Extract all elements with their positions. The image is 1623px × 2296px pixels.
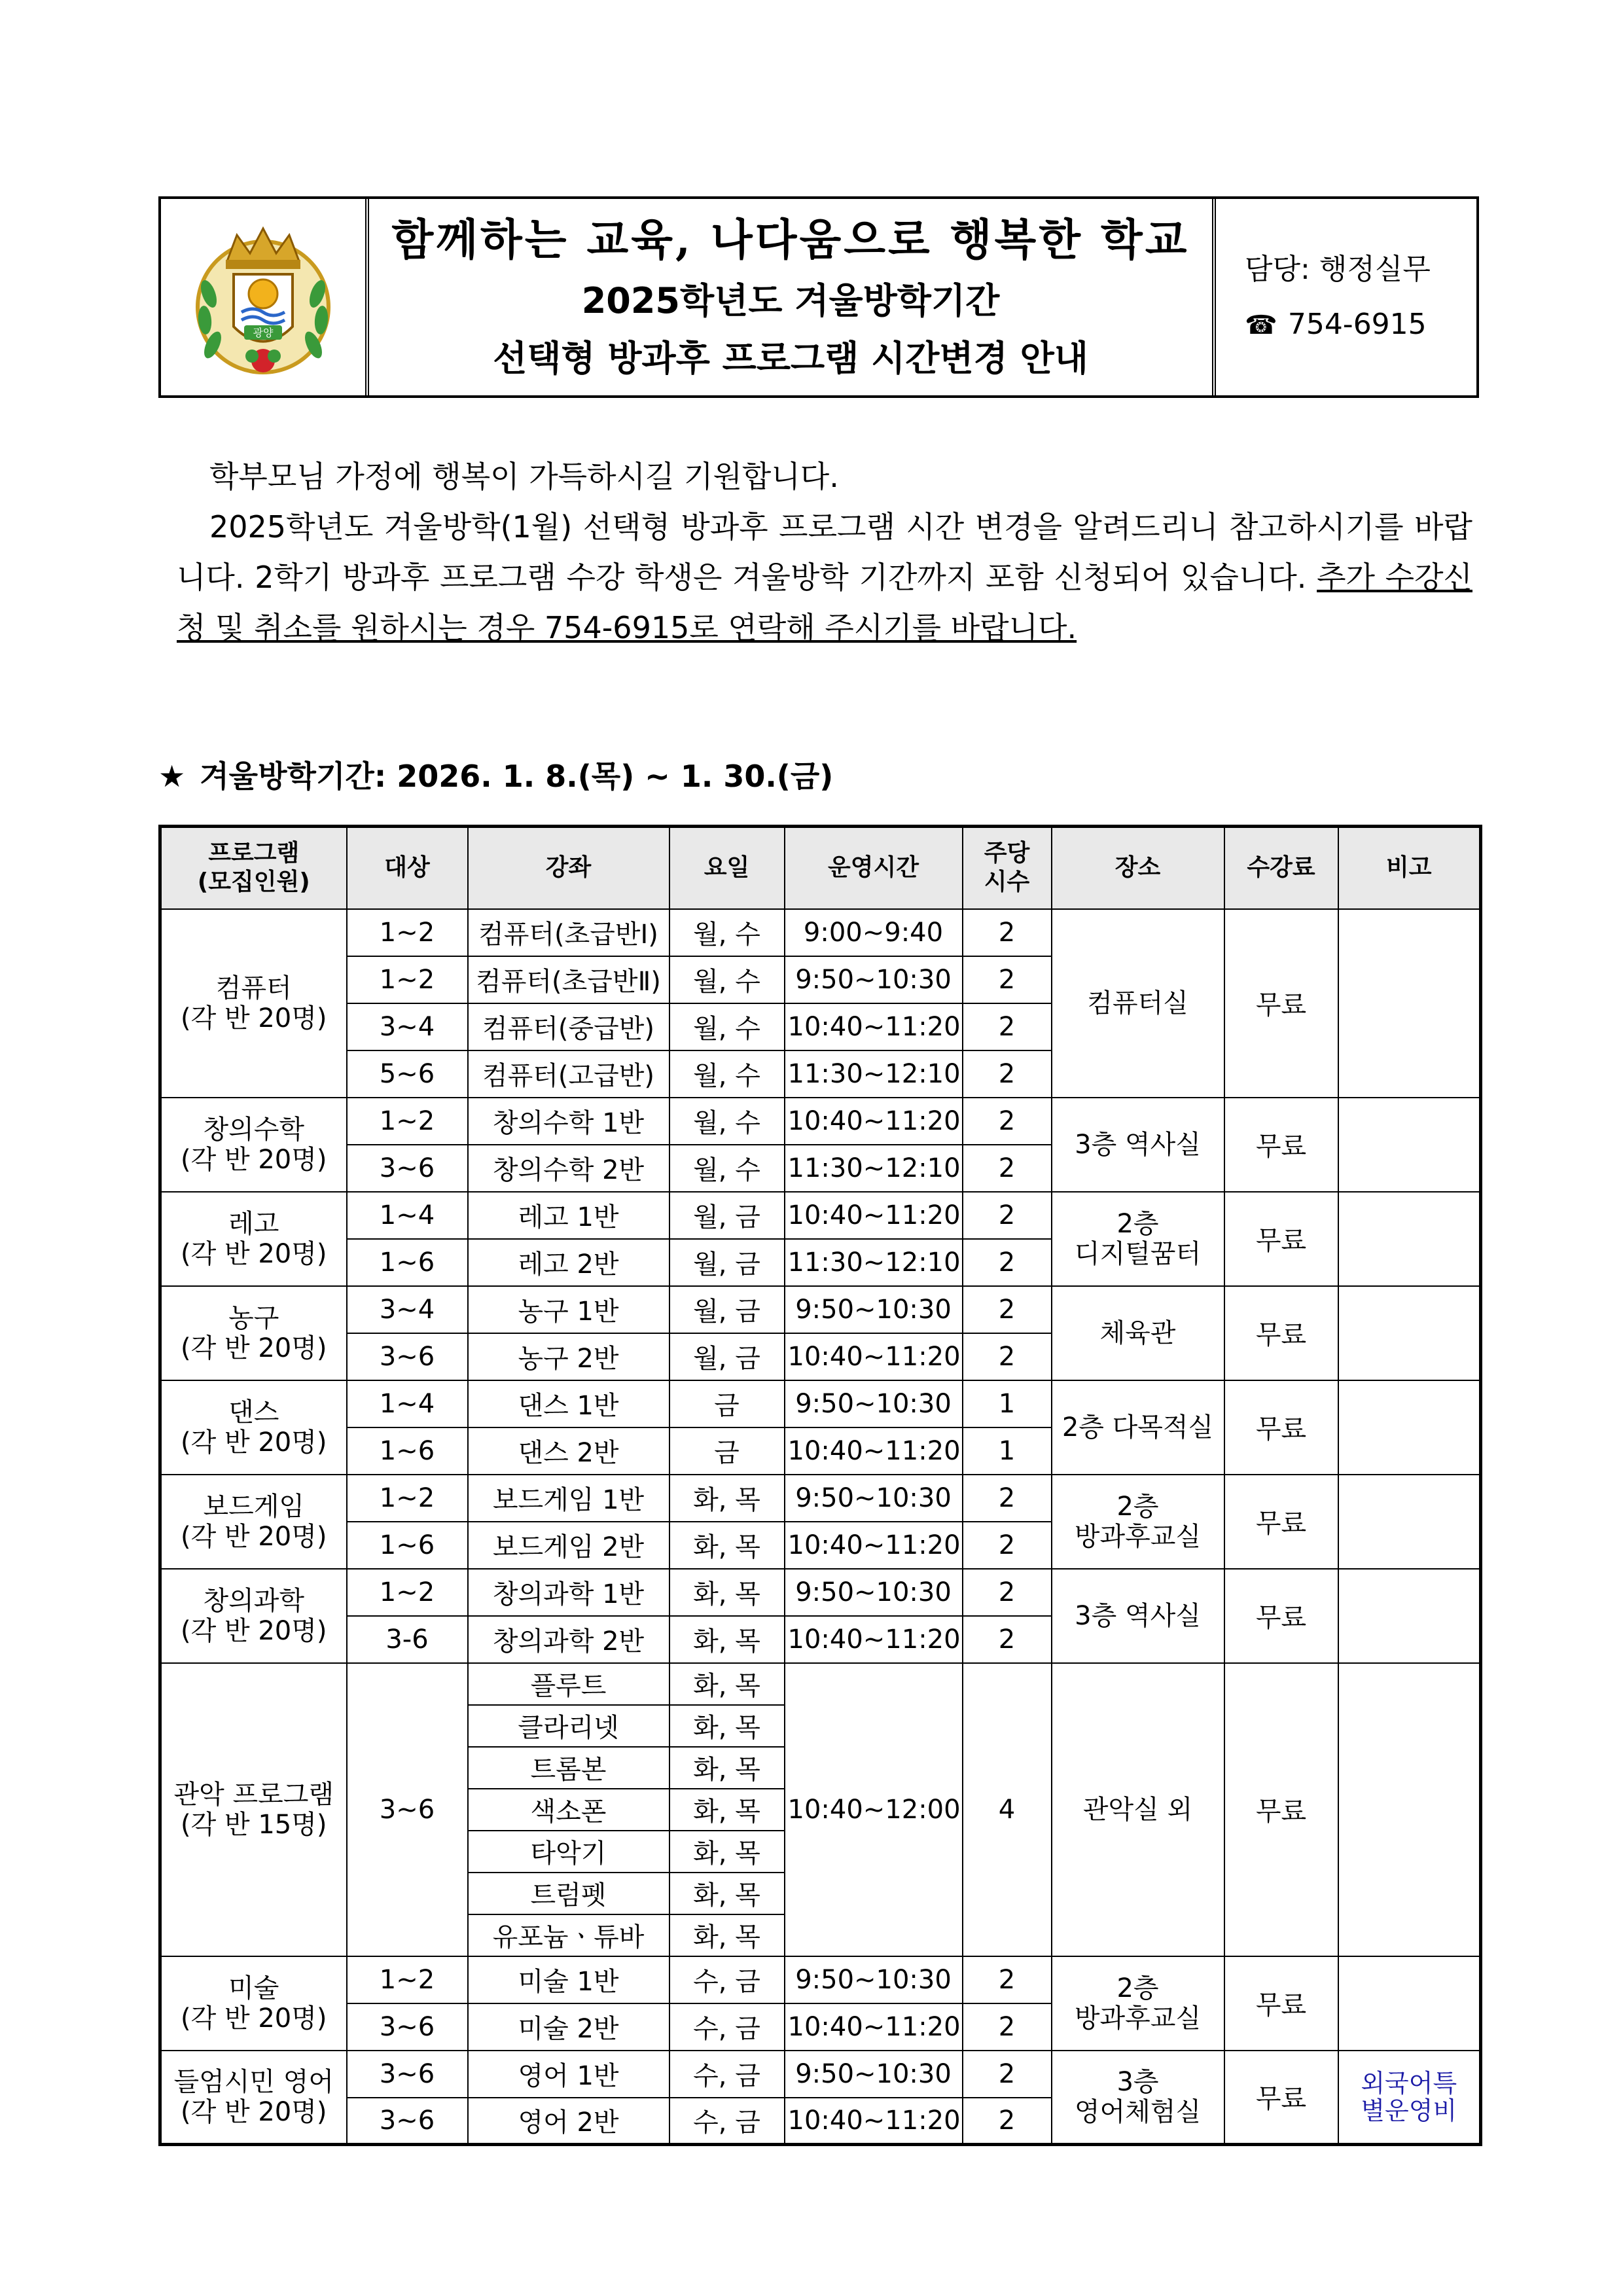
place-cell: 3층 영어체험실 <box>1052 2051 1224 2145</box>
course-cell: 컴퓨터(초급반Ⅰ) <box>468 909 669 956</box>
table-row <box>160 1286 1481 1333</box>
star-icon: ★ <box>158 759 186 794</box>
day-cell: 월, 수 <box>669 1145 785 1192</box>
target-cell: 3~6 <box>347 2098 468 2145</box>
place-cell: 체육관 <box>1052 1286 1224 1380</box>
header-program-label: 프로그램 <box>208 840 300 867</box>
place-cell: 2층 디지털꿈터 <box>1052 1192 1224 1286</box>
course-cell: 창의수학 1반 <box>468 1098 669 1145</box>
course-cell: 타악기 <box>468 1831 669 1873</box>
course-cell: 영어 1반 <box>468 2051 669 2098</box>
time-cell: 10:40~11:20 <box>785 1427 963 1475</box>
target-cell: 1~2 <box>347 956 468 1003</box>
program-cell <box>160 2051 347 2145</box>
day-cell: 월, 수 <box>669 1003 785 1050</box>
hours-cell: 2 <box>963 909 1052 956</box>
fee-cell: 무료 <box>1224 1663 1338 1956</box>
place-cell: 컴퓨터실 <box>1052 909 1224 1098</box>
course-cell: 영어 2반 <box>468 2098 669 2145</box>
note-cell <box>1338 1475 1481 1569</box>
note-cell <box>1338 1956 1481 2051</box>
hours-cell: 2 <box>963 1286 1052 1333</box>
header-program-sublabel: (모집인원) <box>197 869 310 896</box>
document-title-line2: 선택형 방과후 프로그램 시간변경 안내 <box>493 338 1088 379</box>
hours-cell: 4 <box>963 1663 1052 1956</box>
fee-cell: 무료 <box>1224 1475 1338 1569</box>
vacation-period <box>158 753 833 796</box>
day-cell: 화, 목 <box>669 1616 785 1663</box>
table-row <box>160 1380 1481 1427</box>
table-row <box>160 1098 1481 1145</box>
target-cell: 1~2 <box>347 1569 468 1616</box>
greeting-paragraph: 학부모님 가정에 행복이 가득하시길 기원합니다. <box>209 459 839 494</box>
program-cell <box>160 1569 347 1663</box>
course-cell: 미술 1반 <box>468 1956 669 2003</box>
program-cell <box>160 909 347 1098</box>
target-cell: 1~4 <box>347 1380 468 1427</box>
program-name: 보드게임 <box>203 1491 305 1522</box>
program-cell <box>160 1098 347 1192</box>
fee-cell: 무료 <box>1224 1956 1338 2051</box>
notice-contact-text: 추가 수강신청 및 취소를 원하시는 경우 754-6915로 연락해 주시기를 바랍니다. <box>177 560 1472 645</box>
program-cell <box>160 1380 347 1475</box>
target-cell: 3~6 <box>347 2003 468 2051</box>
course-cell: 창의과학 2반 <box>468 1616 669 1663</box>
hours-cell: 2 <box>963 2051 1052 2098</box>
target-cell: 1~6 <box>347 1427 468 1475</box>
day-cell: 화, 목 <box>669 1522 785 1569</box>
program-name: 농구 <box>228 1302 279 1333</box>
hours-cell: 2 <box>963 1475 1052 1522</box>
course-cell: 컴퓨터(고급반) <box>468 1050 669 1098</box>
day-cell: 화, 목 <box>669 1663 785 1705</box>
program-capacity: (각 반 20명) <box>181 1521 327 1552</box>
table-row <box>160 1192 1481 1239</box>
day-cell: 수, 금 <box>669 1956 785 2003</box>
time-cell: 10:40~11:20 <box>785 2003 963 2051</box>
intro-text <box>177 452 1472 653</box>
header-day: 요일 <box>669 827 785 909</box>
program-capacity: (각 반 20명) <box>181 1427 327 1458</box>
target-cell: 1~6 <box>347 1522 468 1569</box>
program-cell <box>160 1663 347 1956</box>
course-cell: 컴퓨터(중급반) <box>468 1003 669 1050</box>
time-cell: 10:40~11:20 <box>785 1616 963 1663</box>
course-cell: 컴퓨터(초급반Ⅱ) <box>468 956 669 1003</box>
note-cell <box>1338 1192 1481 1286</box>
fee-cell: 무료 <box>1224 1380 1338 1475</box>
note-cell <box>1338 1098 1481 1192</box>
course-cell: 보드게임 1반 <box>468 1475 669 1522</box>
note-cell <box>1338 1286 1481 1380</box>
course-cell: 레고 2반 <box>468 1239 669 1286</box>
hours-cell: 2 <box>963 1003 1052 1050</box>
day-cell: 화, 목 <box>669 1873 785 1914</box>
target-cell: 3~6 <box>347 2051 468 2098</box>
time-cell: 10:40~11:20 <box>785 2098 963 2145</box>
school-emblem-logo <box>181 215 345 379</box>
vacation-period-text: 겨울방학기간: 2026. 1. 8.(목) ~ 1. 30.(금) <box>200 759 834 794</box>
hours-cell: 2 <box>963 1333 1052 1380</box>
fee-cell: 무료 <box>1224 909 1338 1098</box>
program-capacity: (각 반 15명) <box>181 1809 327 1840</box>
table-row <box>160 909 1481 956</box>
program-name: 들엄시민 영어 <box>173 2066 334 2097</box>
hours-cell: 2 <box>963 1050 1052 1098</box>
document-title-line1: 2025학년도 겨울방학기간 <box>581 280 1000 321</box>
course-cell: 농구 2반 <box>468 1333 669 1380</box>
day-cell: 수, 금 <box>669 2098 785 2145</box>
hours-cell: 2 <box>963 1098 1052 1145</box>
program-cell <box>160 1192 347 1286</box>
hours-cell: 2 <box>963 1192 1052 1239</box>
time-cell: 11:30~12:10 <box>785 1145 963 1192</box>
day-cell: 금 <box>669 1427 785 1475</box>
day-cell: 월, 수 <box>669 909 785 956</box>
course-cell: 트럼펫 <box>468 1873 669 1914</box>
day-cell: 월, 금 <box>669 1333 785 1380</box>
hours-cell: 2 <box>963 2003 1052 2051</box>
day-cell: 월, 금 <box>669 1286 785 1333</box>
program-name: 창의수학 <box>203 1114 305 1145</box>
note-cell <box>1338 1380 1481 1475</box>
header-target: 대상 <box>347 827 468 909</box>
course-cell: 레고 1반 <box>468 1192 669 1239</box>
logo-cell <box>161 199 369 395</box>
course-cell: 보드게임 2반 <box>468 1522 669 1569</box>
time-cell: 9:50~10:30 <box>785 1475 963 1522</box>
course-cell: 창의수학 2반 <box>468 1145 669 1192</box>
time-cell: 9:50~10:30 <box>785 1569 963 1616</box>
time-cell: 10:40~11:20 <box>785 1098 963 1145</box>
hours-cell: 2 <box>963 956 1052 1003</box>
target-cell: 1~2 <box>347 909 468 956</box>
course-cell: 플루트 <box>468 1663 669 1705</box>
day-cell: 화, 목 <box>669 1914 785 1956</box>
place-cell: 2층 다목적실 <box>1052 1380 1224 1475</box>
day-cell: 수, 금 <box>669 2051 785 2098</box>
place-cell: 2층 방과후교실 <box>1052 1475 1224 1569</box>
day-cell: 수, 금 <box>669 2003 785 2051</box>
note-cell <box>1338 1569 1481 1663</box>
program-capacity: (각 반 20명) <box>181 2003 327 2034</box>
time-cell: 10:40~11:20 <box>785 1003 963 1050</box>
program-capacity: (각 반 20명) <box>181 1615 327 1646</box>
course-cell: 트롬본 <box>468 1747 669 1789</box>
target-cell: 3~6 <box>347 1663 468 1956</box>
place-cell: 관악실 외 <box>1052 1663 1224 1956</box>
day-cell: 월, 금 <box>669 1192 785 1239</box>
place-cell: 3층 역사실 <box>1052 1569 1224 1663</box>
target-cell: 3~4 <box>347 1003 468 1050</box>
fee-cell: 무료 <box>1224 1569 1338 1663</box>
time-cell: 9:50~10:30 <box>785 1380 963 1427</box>
header-program <box>160 827 347 909</box>
program-cell <box>160 1956 347 2051</box>
note-cell <box>1338 909 1481 1098</box>
course-cell: 창의과학 1반 <box>468 1569 669 1616</box>
header-place: 장소 <box>1052 827 1224 909</box>
day-cell: 금 <box>669 1380 785 1427</box>
table-row <box>160 1663 1481 1705</box>
hours-cell: 2 <box>963 1569 1052 1616</box>
hours-cell: 2 <box>963 1616 1052 1663</box>
day-cell: 월, 수 <box>669 1050 785 1098</box>
note-cell <box>1338 1663 1481 1956</box>
target-cell: 1~6 <box>347 1239 468 1286</box>
hours-cell: 2 <box>963 1522 1052 1569</box>
header-note: 비고 <box>1338 827 1481 909</box>
time-cell: 10:40~11:20 <box>785 1522 963 1569</box>
program-capacity: (각 반 20명) <box>181 1238 327 1269</box>
notice-paragraph <box>177 502 1472 653</box>
hours-cell: 1 <box>963 1380 1052 1427</box>
time-cell: 9:50~10:30 <box>785 1956 963 2003</box>
time-cell: 9:50~10:30 <box>785 1286 963 1333</box>
course-cell: 유포늄ㆍ튜바 <box>468 1914 669 1956</box>
program-capacity: (각 반 20명) <box>181 1144 327 1175</box>
day-cell: 화, 목 <box>669 1789 785 1831</box>
table-row <box>160 1475 1481 1522</box>
program-name: 창의과학 <box>203 1585 305 1616</box>
notice-text: 2025학년도 겨울방학(1월) 선택형 방과후 프로그램 시간 변경을 알려드리니 참고하시기를 바랍니다. 2학기 방과후 프로그램 수강 학생은 겨울방학 기간까지 포함 신청되어 있습니다. <box>177 509 1472 595</box>
course-cell: 클라리넷 <box>468 1705 669 1747</box>
time-cell: 11:30~12:10 <box>785 1239 963 1286</box>
time-cell: 9:50~10:30 <box>785 956 963 1003</box>
target-cell: 5~6 <box>347 1050 468 1098</box>
course-cell: 댄스 1반 <box>468 1380 669 1427</box>
note-cell: 외국어특 별운영비 <box>1338 2051 1481 2145</box>
contact-phone-line <box>1245 297 1476 353</box>
time-cell: 9:50~10:30 <box>785 2051 963 2098</box>
day-cell: 화, 목 <box>669 1747 785 1789</box>
day-cell: 월, 수 <box>669 956 785 1003</box>
program-name: 컴퓨터 <box>215 973 292 1003</box>
header-course: 강좌 <box>468 827 669 909</box>
place-cell: 3층 역사실 <box>1052 1098 1224 1192</box>
day-cell: 월, 금 <box>669 1239 785 1286</box>
program-capacity: (각 반 20명) <box>181 1333 327 1363</box>
table-row <box>160 1956 1481 2003</box>
program-name: 관악 프로그램 <box>173 1779 334 1810</box>
day-cell: 화, 목 <box>669 1831 785 1873</box>
table-header-row <box>160 827 1481 909</box>
time-cell: 9:00~9:40 <box>785 909 963 956</box>
schedule-table <box>158 825 1482 2146</box>
time-cell: 10:40~11:20 <box>785 1192 963 1239</box>
header-hours: 주당 시수 <box>963 827 1052 909</box>
program-cell <box>160 1475 347 1569</box>
target-cell: 1~4 <box>347 1192 468 1239</box>
time-cell: 10:40~12:00 <box>785 1663 963 1956</box>
target-cell: 3~6 <box>347 1333 468 1380</box>
program-name: 미술 <box>228 1973 279 2003</box>
program-name: 댄스 <box>228 1397 279 1427</box>
course-cell: 댄스 2반 <box>468 1427 669 1475</box>
header-fee: 수강료 <box>1224 827 1338 909</box>
table-row <box>160 2051 1481 2098</box>
telephone-icon: ☎ <box>1245 310 1277 340</box>
hours-cell: 2 <box>963 2098 1052 2145</box>
program-name: 레고 <box>228 1208 279 1239</box>
target-cell: 1~2 <box>347 1475 468 1522</box>
day-cell: 화, 목 <box>669 1475 785 1522</box>
target-cell: 3~6 <box>347 1145 468 1192</box>
logo-text: 광양 <box>253 327 274 339</box>
time-cell: 11:30~12:10 <box>785 1050 963 1098</box>
fee-cell: 무료 <box>1224 1192 1338 1286</box>
program-cell <box>160 1286 347 1380</box>
day-cell: 화, 목 <box>669 1569 785 1616</box>
hours-cell: 2 <box>963 1956 1052 2003</box>
fee-cell: 무료 <box>1224 1286 1338 1380</box>
title-cell <box>369 199 1216 395</box>
course-cell: 미술 2반 <box>468 2003 669 2051</box>
target-cell: 1~2 <box>347 1098 468 1145</box>
day-cell: 월, 수 <box>669 1098 785 1145</box>
school-slogan: 함께하는 교육, 나다움으로 행복한 학교 <box>391 214 1190 265</box>
place-cell: 2층 방과후교실 <box>1052 1956 1224 2051</box>
time-cell: 10:40~11:20 <box>785 1333 963 1380</box>
contact-phone: 754-6915 <box>1287 307 1427 341</box>
fee-cell: 무료 <box>1224 1098 1338 1192</box>
fee-cell: 무료 <box>1224 2051 1338 2145</box>
target-cell: 3~4 <box>347 1286 468 1333</box>
hours-cell: 2 <box>963 1239 1052 1286</box>
day-cell: 화, 목 <box>669 1705 785 1747</box>
program-capacity: (각 반 20명) <box>181 2096 327 2127</box>
table-row <box>160 1569 1481 1616</box>
table-body <box>160 909 1481 2145</box>
course-cell: 농구 1반 <box>468 1286 669 1333</box>
hours-cell: 1 <box>963 1427 1052 1475</box>
contact-person: 담당: 행정실무 <box>1245 252 1431 286</box>
header-time: 운영시간 <box>785 827 963 909</box>
program-capacity: (각 반 20명) <box>181 1003 327 1033</box>
course-cell: 색소폰 <box>468 1789 669 1831</box>
target-cell: 3-6 <box>347 1616 468 1663</box>
document-header <box>158 196 1479 398</box>
hours-cell: 2 <box>963 1145 1052 1192</box>
target-cell: 1~2 <box>347 1956 468 2003</box>
contact-cell <box>1216 199 1476 395</box>
